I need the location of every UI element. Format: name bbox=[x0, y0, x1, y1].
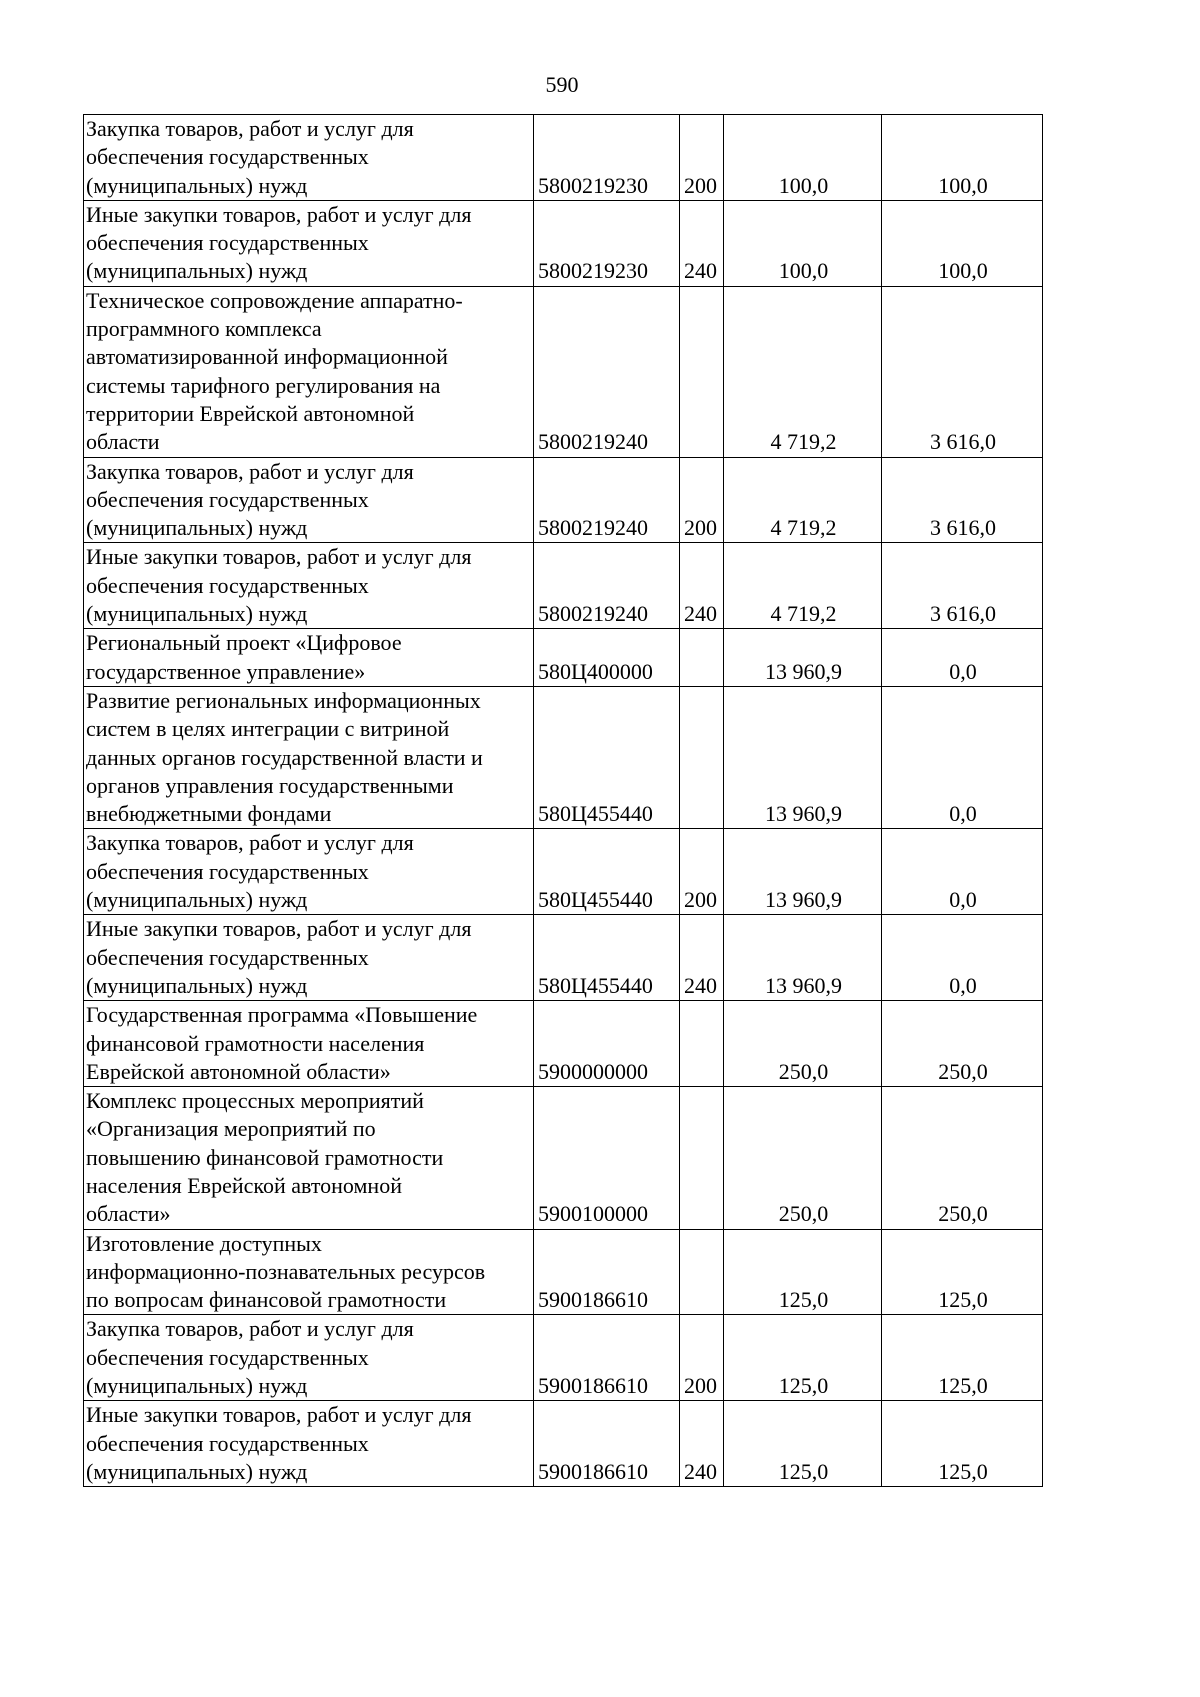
expense-name-line: Еврейской автономной области» bbox=[86, 1058, 391, 1084]
expense-name-line: государственное управление» bbox=[86, 658, 366, 684]
expense-name-line: обеспечения государственных bbox=[86, 230, 369, 256]
expense-name-line: (муниципальных) нужд bbox=[86, 972, 308, 998]
expense-name-line: Комплекс процессных мероприятий bbox=[86, 1088, 424, 1114]
amount-year-1-cell: 13 960,9 bbox=[724, 915, 882, 1001]
expense-name-line: (муниципальных) нужд bbox=[86, 515, 308, 541]
expense-name-line: органов управления государственными bbox=[86, 772, 454, 798]
expense-name-cell bbox=[84, 829, 534, 915]
expense-name-line: данных органов государственной власти и bbox=[86, 744, 483, 770]
amount-year-2-cell: 0,0 bbox=[882, 915, 1043, 1001]
expense-type-code-cell bbox=[680, 286, 724, 457]
expense-type-code-cell: 240 bbox=[680, 543, 724, 629]
table-row bbox=[84, 915, 1043, 1001]
amount-year-1-cell: 13 960,9 bbox=[724, 829, 882, 915]
amount-year-1-cell: 125,0 bbox=[724, 1315, 882, 1401]
amount-year-1-cell: 13 960,9 bbox=[724, 686, 882, 828]
expense-name-line: Техническое сопровождение аппаратно- bbox=[86, 287, 463, 313]
expense-name-cell bbox=[84, 115, 534, 201]
expense-name-line: области bbox=[86, 429, 160, 455]
amount-year-2-cell: 0,0 bbox=[882, 629, 1043, 687]
target-article-code-cell: 5800219240 bbox=[534, 286, 680, 457]
expense-type-code-cell: 240 bbox=[680, 915, 724, 1001]
expense-name-line: (муниципальных) нужд bbox=[86, 1373, 308, 1399]
target-article-code-cell: 580Ц455440 bbox=[534, 915, 680, 1001]
amount-year-1-cell: 4 719,2 bbox=[724, 286, 882, 457]
expense-name-line: обеспечения государственных bbox=[86, 1430, 369, 1456]
expense-type-code-cell: 200 bbox=[680, 829, 724, 915]
expense-name-line: территории Еврейской автономной bbox=[86, 400, 415, 426]
expense-type-code-cell bbox=[680, 1001, 724, 1087]
expense-name-line: информационно-познавательных ресурсов bbox=[86, 1258, 486, 1284]
amount-year-2-cell: 100,0 bbox=[882, 200, 1043, 286]
expense-name-line: (муниципальных) нужд bbox=[86, 172, 308, 198]
expense-name-line: программного комплекса bbox=[86, 316, 322, 342]
expense-name-line: Развитие региональных информационных bbox=[86, 687, 481, 713]
expense-name-line: системы тарифного регулирования на bbox=[86, 372, 441, 398]
page-number: 590 bbox=[545, 72, 579, 97]
amount-year-2-cell: 3 616,0 bbox=[882, 543, 1043, 629]
expense-name-line: населения Еврейской автономной bbox=[86, 1172, 402, 1198]
target-article-code-cell: 5800219240 bbox=[534, 457, 680, 543]
expense-name-line: (муниципальных) нужд bbox=[86, 258, 308, 284]
expense-name-cell bbox=[84, 1001, 534, 1087]
target-article-code-cell: 5800219230 bbox=[534, 200, 680, 286]
amount-year-2-cell: 125,0 bbox=[882, 1229, 1043, 1315]
table-row bbox=[84, 543, 1043, 629]
target-article-code-cell: 580Ц400000 bbox=[534, 629, 680, 687]
expense-type-code-cell: 240 bbox=[680, 1401, 724, 1487]
target-article-code-cell: 5900000000 bbox=[534, 1001, 680, 1087]
expense-type-code-cell: 200 bbox=[680, 457, 724, 543]
expense-name-cell bbox=[84, 543, 534, 629]
target-article-code-cell: 5800219230 bbox=[534, 115, 680, 201]
target-article-code-cell: 5800219240 bbox=[534, 543, 680, 629]
expense-name-cell bbox=[84, 1315, 534, 1401]
expense-name-line: Иные закупки товаров, работ и услуг для bbox=[86, 544, 472, 570]
amount-year-2-cell: 3 616,0 bbox=[882, 286, 1043, 457]
target-article-code-cell: 5900186610 bbox=[534, 1229, 680, 1315]
expense-name-line: (муниципальных) нужд bbox=[86, 601, 308, 627]
expense-name-line: Государственная программа «Повышение bbox=[86, 1002, 478, 1028]
expense-name-cell bbox=[84, 629, 534, 687]
expense-name-cell bbox=[84, 200, 534, 286]
expense-name-line: (муниципальных) нужд bbox=[86, 887, 308, 913]
expense-name-line: области» bbox=[86, 1201, 171, 1227]
amount-year-2-cell: 125,0 bbox=[882, 1401, 1043, 1487]
expense-name-line: систем в целях интеграции с витриной bbox=[86, 716, 450, 742]
amount-year-1-cell: 4 719,2 bbox=[724, 457, 882, 543]
table-row bbox=[84, 1401, 1043, 1487]
expense-name-line: обеспечения государственных bbox=[86, 144, 369, 170]
amount-year-2-cell: 0,0 bbox=[882, 829, 1043, 915]
amount-year-2-cell: 250,0 bbox=[882, 1001, 1043, 1087]
expense-type-code-cell bbox=[680, 686, 724, 828]
expense-type-code-cell: 240 bbox=[680, 200, 724, 286]
expense-name-cell bbox=[84, 686, 534, 828]
expense-name-line: Изготовление доступных bbox=[86, 1230, 322, 1256]
expense-name-line: Региональный проект «Цифровое bbox=[86, 630, 402, 656]
amount-year-1-cell: 4 719,2 bbox=[724, 543, 882, 629]
table-row bbox=[84, 1001, 1043, 1087]
target-article-code-cell: 5900186610 bbox=[534, 1401, 680, 1487]
expense-name-cell bbox=[84, 915, 534, 1001]
expense-type-code-cell bbox=[680, 1087, 724, 1229]
table-row bbox=[84, 1315, 1043, 1401]
expense-name-line: Закупка товаров, работ и услуг для bbox=[86, 1316, 414, 1342]
expense-name-line: по вопросам финансовой грамотности bbox=[86, 1287, 447, 1313]
expense-name-cell bbox=[84, 1229, 534, 1315]
amount-year-2-cell: 100,0 bbox=[882, 115, 1043, 201]
table-row bbox=[84, 457, 1043, 543]
table-row bbox=[84, 286, 1043, 457]
expense-name-cell bbox=[84, 457, 534, 543]
amount-year-2-cell: 125,0 bbox=[882, 1315, 1043, 1401]
expense-name-cell bbox=[84, 286, 534, 457]
expense-name-line: автоматизированной информационной bbox=[86, 344, 448, 370]
expense-type-code-cell bbox=[680, 1229, 724, 1315]
amount-year-1-cell: 125,0 bbox=[724, 1229, 882, 1315]
table-row bbox=[84, 686, 1043, 828]
amount-year-2-cell: 0,0 bbox=[882, 686, 1043, 828]
expense-name-line: обеспечения государственных bbox=[86, 944, 369, 970]
table-row bbox=[84, 629, 1043, 687]
amount-year-2-cell: 250,0 bbox=[882, 1087, 1043, 1229]
expense-name-line: «Организация мероприятий по bbox=[86, 1116, 376, 1142]
expense-name-line: обеспечения государственных bbox=[86, 1344, 369, 1370]
budget-table-body bbox=[84, 115, 1043, 1487]
target-article-code-cell: 5900100000 bbox=[534, 1087, 680, 1229]
expense-name-line: обеспечения государственных bbox=[86, 572, 369, 598]
target-article-code-cell: 580Ц455440 bbox=[534, 829, 680, 915]
amount-year-1-cell: 250,0 bbox=[724, 1087, 882, 1229]
table-row bbox=[84, 1087, 1043, 1229]
amount-year-1-cell: 100,0 bbox=[724, 115, 882, 201]
amount-year-1-cell: 125,0 bbox=[724, 1401, 882, 1487]
expense-name-line: Закупка товаров, работ и услуг для bbox=[86, 116, 414, 141]
expense-name-line: внебюджетными фондами bbox=[86, 801, 332, 827]
expense-name-line: Иные закупки товаров, работ и услуг для bbox=[86, 1402, 472, 1428]
target-article-code-cell: 5900186610 bbox=[534, 1315, 680, 1401]
expense-name-line: (муниципальных) нужд bbox=[86, 1458, 308, 1484]
expense-name-line: Иные закупки товаров, работ и услуг для bbox=[86, 916, 472, 942]
table-row bbox=[84, 829, 1043, 915]
table-row bbox=[84, 1229, 1043, 1315]
expense-name-line: Иные закупки товаров, работ и услуг для bbox=[86, 201, 472, 227]
expense-name-line: обеспечения государственных bbox=[86, 486, 369, 512]
table-row bbox=[84, 115, 1043, 201]
amount-year-2-cell: 3 616,0 bbox=[882, 457, 1043, 543]
expense-type-code-cell bbox=[680, 629, 724, 687]
expense-name-line: обеспечения государственных bbox=[86, 858, 369, 884]
expense-name-line: повышению финансовой грамотности bbox=[86, 1144, 444, 1170]
amount-year-1-cell: 250,0 bbox=[724, 1001, 882, 1087]
budget-table bbox=[83, 114, 1043, 1487]
amount-year-1-cell: 13 960,9 bbox=[724, 629, 882, 687]
expense-type-code-cell: 200 bbox=[680, 115, 724, 201]
expense-type-code-cell: 200 bbox=[680, 1315, 724, 1401]
expense-name-line: финансовой грамотности населения bbox=[86, 1030, 425, 1056]
expense-name-cell bbox=[84, 1087, 534, 1229]
expense-name-cell bbox=[84, 1401, 534, 1487]
table-row bbox=[84, 200, 1043, 286]
expense-name-line: Закупка товаров, работ и услуг для bbox=[86, 830, 414, 856]
expense-name-line: Закупка товаров, работ и услуг для bbox=[86, 458, 414, 484]
target-article-code-cell: 580Ц455440 bbox=[534, 686, 680, 828]
amount-year-1-cell: 100,0 bbox=[724, 200, 882, 286]
